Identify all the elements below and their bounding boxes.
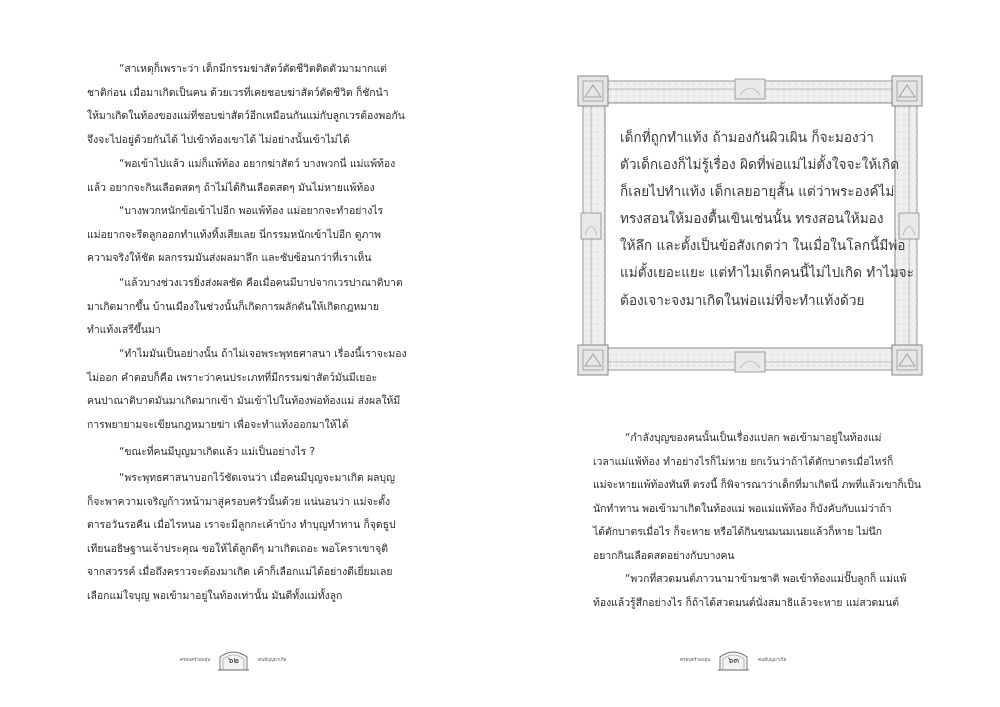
page-number: ๖๓	[727, 656, 740, 666]
text-line: ไม่ออก คำตอบก็คือ เพราะว่าคนประเภทที่มีกรรมฆ่าสัตว์มันมีเยอะ	[87, 371, 378, 384]
text-line: “พอเข้าไปแล้ว แม่ก็แพ้ท้อง อยากฆ่าสัตว์ บางพวกนี่ แม่แพ้ท้อง	[119, 158, 396, 170]
quote-line: ต้องเจาะจงมาเกิดในพ่อแม่ที่จะทำแท้งด้วย	[620, 292, 865, 309]
text-line: “แล้วบางช่วงเวรยิ่งส่งผลชัด คือเมื่อคนมีบาปจากเวรปาณาติบาต	[119, 277, 403, 289]
paragraph	[87, 441, 315, 465]
text-line: ตารอวันรอคืน เมื่อไรหนอ เราจะมีลูกกะเค้าบ้าง ทำบุญทำทาน ก็จุดธูป	[87, 519, 396, 532]
text-line: “พวกที่สวดมนต์ภาวนามาข้ามชาติ พอเข้าท้องแม่ปั๊บลูกก็ แม่แพ้	[625, 573, 907, 585]
page-footer	[180, 648, 330, 672]
page-footer	[680, 648, 830, 672]
text-line: “พระพุทธศาสนาบอกไว้ชัดเจนว่า เมื่อคนมีบุญจะมาเกิด ผลบุญ	[119, 472, 395, 484]
text-line: “ทำไมมันเป็นอย่างนั้น ถ้าไม่เจอพระพุทธศาสนา เรื่องนี้เราจะมอง	[119, 348, 407, 360]
text-line: นักทำทาน พอเข้ามาเกิดในท้องแม่ พอแม่แพ้ท้อง ก็บังคับกับแม่ว่าถ้า	[593, 502, 892, 515]
text-line: “ขณะที่คนมีบุญมาเกิดแล้ว แม่เป็นอย่างไร ?	[119, 446, 316, 458]
text-line: แม่จะหายแพ้ท้องทันที ตรงนี้ ก็พิจารณาว่าเด็กที่มาเกิดนี่ ภพที่แล้วเขาก็เป็น	[593, 479, 921, 492]
text-line: ได้ตักบาตรเมื่อไร ก็จะหาย หรือได้กินขนมนมเนยแล้วก็หาย ไม่นึก	[593, 526, 883, 539]
text-line: อยากกินเลือดสดอย่างกับบางคน	[593, 549, 735, 562]
text-line: จากสวรรค์ เมื่อถึงคราวจะต้องมาเกิด เค้าก็เลือกแม่ได้อย่างดีเยี่ยมเลย	[87, 566, 393, 579]
text-line: การพยายามจะเขียนกฎหมายฆ่า เพื่อจะทำแท้งออกมาให้ได้	[87, 418, 349, 431]
text-line: ให้มาเกิดในท้องของแม่ที่ชอบฆ่าสัตว์อีกเหมือนกันแม่กับลูกเวรต้องพอกัน	[87, 110, 405, 123]
quote-line: เด็กที่ถูกทำแท้ง ถ้ามองกันผิวเผิน ก็จะมองว่า	[620, 130, 874, 146]
text-line: “สาเหตุก็เพราะว่า เด็กมีกรรมฆ่าสัตว์ตัดชีวิตติดตัวมามากแต่	[119, 63, 387, 75]
paragraph	[87, 153, 395, 200]
paragraph	[87, 467, 396, 609]
footer-series-title: คนมีบุญมาเกิด	[258, 658, 287, 663]
quote-line: ตัวเด็กเองก็ไม่รู้เรื่อง ผิดที่พ่อแม่ไม่ตั้งใจจะให้เกิด	[620, 157, 900, 174]
text-line: แม่อยากจะรีดลูกออกทำแท้งทิ้งเสียเลย นี่กรรมหนักเข้าไปอีก ดูภาพ	[87, 228, 382, 241]
text-line: “กำลังบุญของคนนั้นเป็นเรื่องแปลก พอเข้ามาอยู่ในท้องแม่	[625, 432, 882, 444]
paragraph	[87, 200, 383, 271]
text-line: แล้ว อยากจะกินเลือดสดๆ ถ้าไม่ได้กินเลือดสดๆ มันไม่หายแพ้ท้อง	[87, 181, 375, 194]
text-line: เทียนอธิษฐานเจ้าประคุณ ขอให้ได้ลูกดีๆ มาเกิดเถอะ พอโคราเขาจุติ	[87, 542, 388, 555]
text-line: ความจริงให้ชัด ผลกรรมมันส่งผลมาลึก และซับซ้อนกว่าที่เราเห็น	[87, 252, 372, 265]
paragraph	[87, 58, 405, 152]
footer-book-title: ครอบครัวอบอุ่น	[180, 658, 211, 663]
text-line: ก็จะพาความเจริญก้าวหน้ามาสู่ครอบครัวนั้นด้วย แน่นอนว่า แม่จะตั้ง	[87, 495, 391, 508]
paragraph	[87, 343, 407, 437]
paragraph	[87, 272, 403, 343]
text-line: มาเกิดมากขึ้น บ้านเมืองในช่วงนั้นก็เกิดการผลักดันให้เกิดกฎหมาย	[87, 300, 379, 313]
paragraph	[593, 568, 907, 615]
text-line: ทำแท้งเสรีขึ้นมา	[87, 324, 161, 337]
text-line: คนปาณาติบาตมันมาเกิดมากเข้า มันเข้าไปในท้องพ่อท้องแม่ ส่งผลให้มี	[87, 395, 401, 408]
text-line: จึงจะไปอยู่ด้วยกันได้ ไปเข้าท้องเขาได้ ไม่อย่างนั้นเข้าไม่ได้	[87, 133, 350, 146]
text-line: เวลาแม่แพ้ท้อง ทำอย่างไรก็ไม่หาย ยกเว้นว่าถ้าได้ตักบาตรเมื่อไหร่ก็	[593, 455, 894, 468]
quote-line: ทรงสอนให้มองตื้นเขินเช่นนั้น ทรงสอนให้มอง	[620, 211, 884, 228]
footer-series-title: คนมีบุญมาเกิด	[758, 658, 787, 663]
quote-line: ให้ลึก และตั้งเป็นข้อสังเกตว่า ในเมื่อในโลกนี้มีพ่อ	[620, 238, 906, 255]
quote-line: ก็เลยไปทำแท้ง เด็กเลยอายุสั้น แต่ว่าพระองค์ไม่	[620, 184, 895, 201]
page-number: ๖๒	[228, 656, 239, 666]
quote-line: แม่ตั้งเยอะแยะ แต่ทำไมเด็กคนนี้ไม่ไปเกิด ทำไมจะ	[620, 265, 914, 282]
text-line: ชาติก่อน เมื่อมาเกิดเป็นคน ด้วยเวรที่เคยชอบฆ่าสัตว์ตัดชีวิต ก็ชักนำ	[87, 86, 389, 99]
footer-book-title: ครอบครัวอบอุ่น	[680, 658, 711, 663]
text-line: ท้องแล้วรู้สึกอย่างไร ก็ถ้าได้สวดมนต์นั่งสมาธิแล้วจะหาย แม่สวดมนต์	[593, 596, 899, 609]
text-line: “บางพวกหนักข้อเข้าไปอีก พอแพ้ท้อง แม่อยากจะทำอย่างไร	[119, 205, 384, 217]
paragraph	[593, 427, 921, 569]
text-line: เลือกแม่ใจบุญ พอเข้ามาอยู่ในท้องเท่านั้น มันดีทั้งแม่ทั้งลูก	[87, 589, 343, 602]
right-page	[500, 0, 1000, 707]
